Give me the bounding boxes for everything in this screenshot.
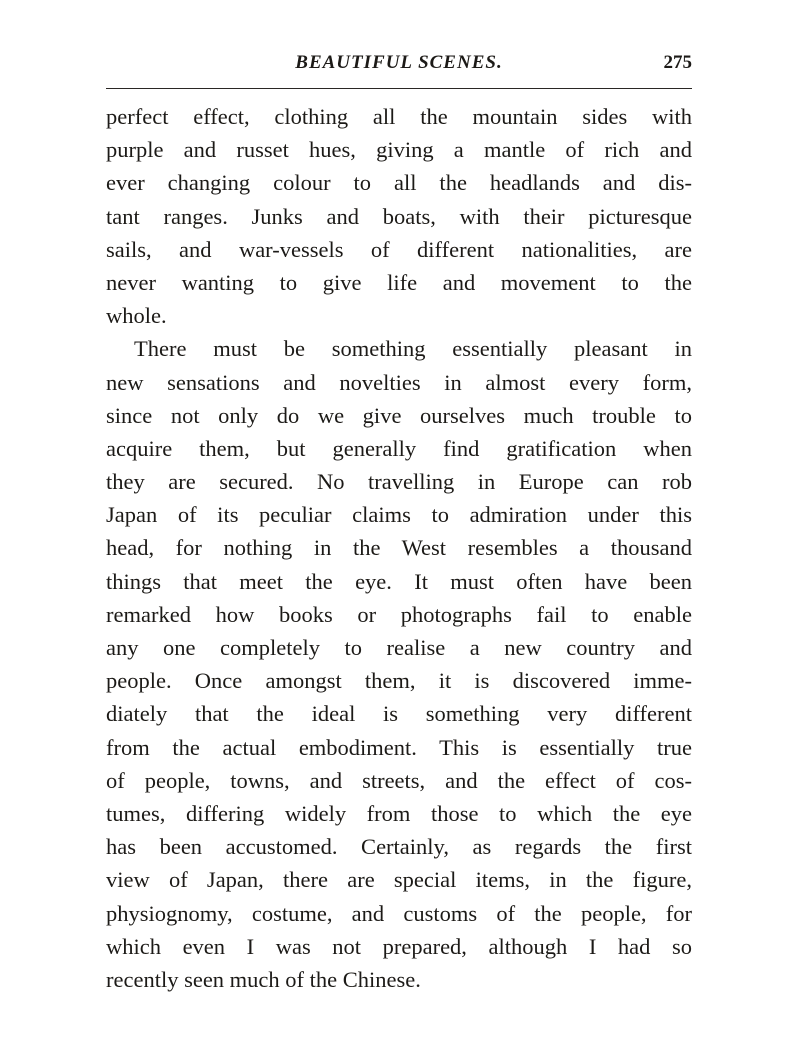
text-line: since not only do we give ourselves much trouble to xyxy=(106,402,692,428)
text-line: Japan of its peculiar claims to admiration under this xyxy=(106,502,692,528)
text-line: of people, towns, and streets, and the effect of cos- xyxy=(106,767,692,793)
text-line: physiognomy, costume, and customs of the people, for xyxy=(106,900,692,926)
text-line: diately that the ideal is something very different xyxy=(106,701,692,727)
text-line: head, for nothing in the West resembles a thousand xyxy=(106,535,692,561)
text-line: people. Once amongst them, it is discovered imme- xyxy=(106,668,692,694)
header-rule xyxy=(106,88,692,89)
text-line: view of Japan, there are special items, in the figure, xyxy=(106,867,692,893)
text-line: ever changing colour to all the headlands and dis- xyxy=(106,170,692,196)
text-line: new sensations and novelties in almost every form, xyxy=(106,369,692,395)
text-line: recently seen much of the Chinese. xyxy=(106,966,421,992)
text-line: any one completely to realise a new country and xyxy=(106,635,692,660)
text-line: never wanting to give life and movement to the xyxy=(106,269,692,295)
text-line: sails, and war-vessels of different nationalities, are xyxy=(106,236,692,262)
text-line: acquire them, but generally find gratification when xyxy=(106,435,692,461)
text-line: tant ranges. Junks and boats, with their picturesque xyxy=(106,203,692,229)
text-line: things that meet the eye. It must often have been xyxy=(106,568,692,594)
page-number: 275 xyxy=(663,52,692,73)
text-line: they are secured. No travelling in Europe can rob xyxy=(106,469,692,495)
text-line: perfect effect, clothing all the mountain sides with xyxy=(106,104,692,129)
text-line: whole. xyxy=(106,303,167,329)
body-text xyxy=(106,100,692,996)
text-line: has been accustomed. Certainly, as regards the first xyxy=(106,834,692,860)
paragraph-2 xyxy=(106,332,692,996)
text-line: There must be something essentially pleasant in xyxy=(134,336,692,362)
text-line: which even I was not prepared, although I had so xyxy=(106,933,692,959)
text-line: remarked how books or photographs fail to enable xyxy=(106,601,692,627)
running-head xyxy=(106,52,692,82)
text-line: tumes, differing widely from those to which the eye xyxy=(106,800,692,826)
text-line: from the actual embodiment. This is essentially true xyxy=(106,734,692,760)
paragraph-1 xyxy=(106,100,692,332)
running-title: BEAUTIFUL SCENES. xyxy=(295,52,503,73)
text-line: purple and russet hues, giving a mantle of rich and xyxy=(106,137,692,163)
